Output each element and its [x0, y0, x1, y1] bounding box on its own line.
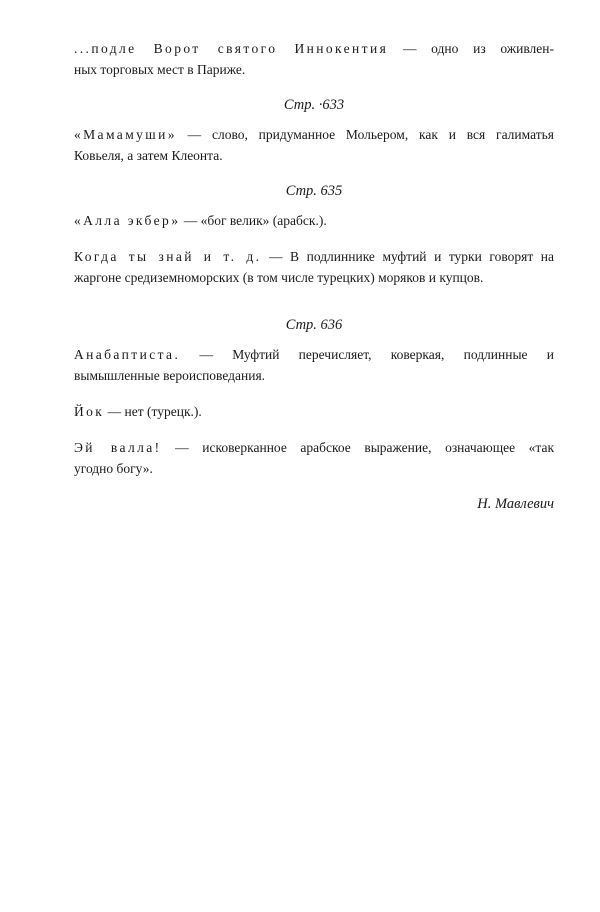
note-term: Эй валла! [74, 440, 162, 455]
note-term: «Мамамуши» [74, 127, 177, 142]
note-term: Когда ты знай и т. д. [74, 249, 262, 264]
note-line [74, 344, 554, 365]
page-reference-heading: Стр. 636 [285, 317, 343, 333]
note-line [74, 38, 554, 59]
note-term: Йок [74, 404, 105, 419]
note-text: — исковерканное арабское выражение, означающее «так [175, 440, 555, 455]
note-term: «Алла экбер» [74, 213, 181, 228]
page-reference-heading: Стр. 635 [285, 183, 343, 199]
page-reference-heading: Стр. ·633 [283, 97, 345, 113]
note-text: — нет (турецк.). [107, 404, 202, 419]
author-signature: Н. Мавлевич [477, 496, 554, 512]
note-text: — В подлиннике муфтий и турки говорят на [269, 249, 555, 264]
note-line [74, 458, 554, 479]
note-term: Анабаптиста. [74, 347, 181, 362]
note-text: вымышленные вероисповедания. [74, 368, 266, 383]
note-text: — слово, придуманное Мольером, как и вся галиматья [187, 127, 554, 142]
note-text: Ковьеля, а затем Клеонта. [74, 148, 223, 163]
note-text: жаргоне средиземноморских (в том числе турецких) моряков и купцов. [74, 270, 484, 285]
note-text: угодно богу». [74, 461, 153, 476]
note-term: ...подле Ворот святого Иннокентия [74, 41, 389, 56]
note-line [74, 124, 554, 145]
note-line [74, 59, 554, 80]
note-line [74, 145, 554, 166]
note-text: — одно из оживлен- [402, 41, 555, 56]
note-line [74, 210, 554, 231]
note-line [74, 401, 554, 422]
note-line [74, 267, 554, 288]
note-text: ных торговых мест в Париже. [74, 62, 246, 77]
notes-page [74, 0, 554, 515]
note-text: — «бог велик» (арабск.). [183, 213, 327, 228]
note-line [74, 246, 554, 267]
note-text: — Муфтий перечисляет, коверкая, подлинные и [199, 347, 555, 362]
note-line [74, 365, 554, 386]
note-line [74, 437, 554, 458]
